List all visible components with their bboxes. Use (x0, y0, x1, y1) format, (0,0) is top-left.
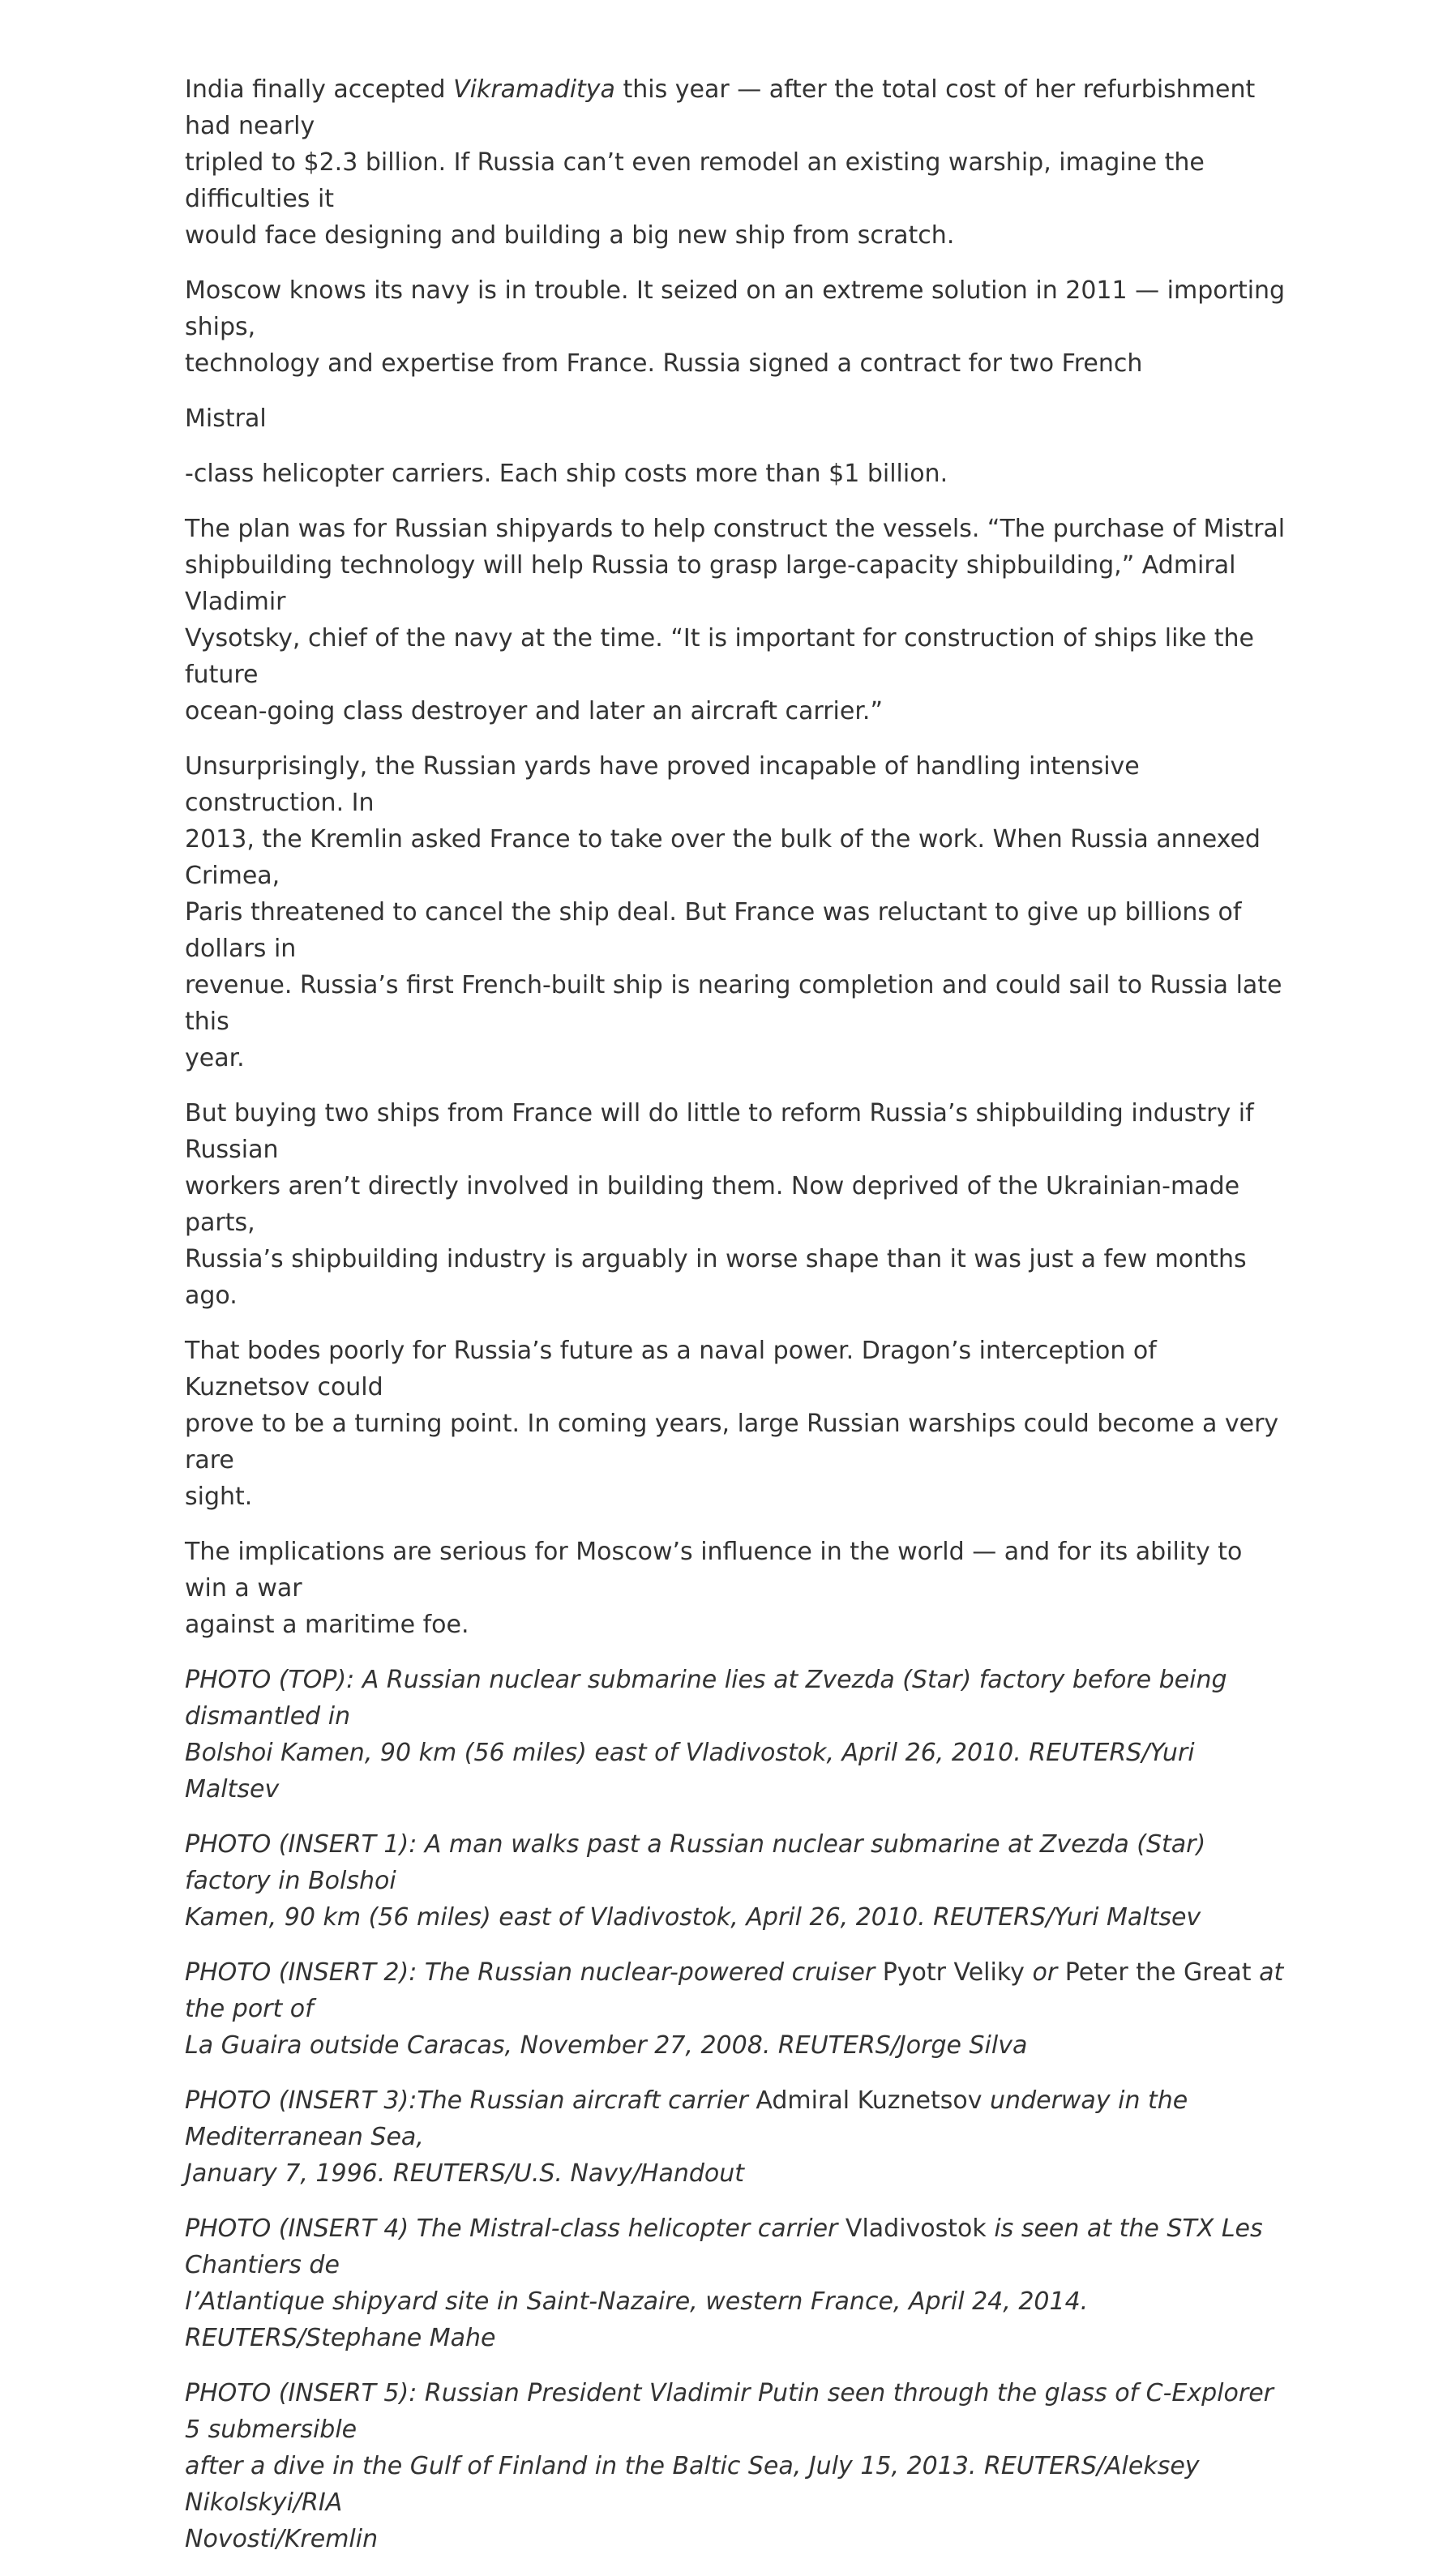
paragraph-shipyards-plan: The plan was for Russian shipyards to help construct the vessels. “The purchase of Mistral shipbuilding technology will help Russia to grasp large-capacity shipbuilding,” Admiral Vladimir Vysotsky, chief of the navy at the time. “It is important for construction of ships like the future ocean-going class destroyer and later an aircraft carrier.” (185, 515, 1286, 725)
ship-name: Pyotr Veliky (882, 1958, 1025, 1987)
ship-name: Peter the Great (1064, 1958, 1252, 1987)
paragraph-moscow-navy: Moscow knows its navy is in trouble. It seized on an extreme solution in 2011 — importing ships, technology and expertise from France. Russia signed a contract for two French (185, 276, 1286, 378)
caption-text: PHOTO (INSERT 4) The Mistral-class helicopter carrier (185, 2214, 846, 2243)
caption-text: or (1024, 1958, 1065, 1987)
paragraph-vikramaditya (185, 71, 1287, 254)
article-body (185, 71, 1287, 2576)
paragraph-naval-power: That bodes poorly for Russia’s future as a naval power. Dragon’s interception of Kuznetsov could prove to be a turning point. In coming years, large Russian warships could become a very rare sight. (185, 1337, 1279, 1511)
caption-text: is seen at the STX Les Chantiers de l’Atlantique shipyard site in Saint-Nazaire, western France, April 24, 2014. REUTERS/Stephane Mahe (185, 2214, 1263, 2352)
paragraph-russian-yards: Unsurprisingly, the Russian yards have proved incapable of handling intensive construction. In 2013, the Kremlin asked France to take over the bulk of the work. When Russia annexed Crimea, Paris threatened to cancel the ship deal. But France was reluctant to give up billions of dollars in revenue. Russia’s first French-built ship is nearing completion and could sail to Russia late this year. (185, 752, 1282, 1072)
caption-text: PHOTO (INSERT 2): The Russian nuclear-powered cruiser (185, 1958, 883, 1987)
photo-caption-insert-1: PHOTO (INSERT 1): A man walks past a Russian nuclear submarine at Zvezda (Star) factory in Bolshoi Kamen, 90 km (56 miles) east of Vladivostok, April 26, 2010. REUTERS/Yuri Maltsev (185, 1830, 1206, 1932)
ship-name: Vladivostok (845, 2214, 987, 2243)
paragraph-buying-ships: But buying two ships from France will do little to reform Russia’s shipbuilding industry if Russian workers aren’t directly involved in building them. Now deprived of the Ukrainian-made parts, Russia’s shipbuilding industry is arguably in worse shape than it was just a few months ago. (185, 1099, 1254, 1310)
caption-text: underway in the Mediterranean Sea, January 7, 1996. REUTERS/U.S. Navy/Handout (185, 2086, 1188, 2188)
photo-caption-insert-5: PHOTO (INSERT 5): Russian President Vladimir Putin seen through the glass of C-Explorer 5 submersible after a dive in the Gulf of Finland in the Baltic Sea, July 15, 2013. REUTERS/Aleksey Nikolskyi/RIA Novosti/Kremlin (185, 2379, 1274, 2553)
paragraph-mistral: Mistral (185, 404, 267, 433)
paragraph-implications: The implications are serious for Moscow’s influence in the world — and for its ability to win a war against a maritime foe. (185, 1538, 1243, 1639)
photo-caption-insert-3 (185, 2082, 1287, 2192)
paragraph-text: India finally accepted (185, 75, 454, 104)
caption-text: at the port of La Guaira outside Caracas, November 27, 2008. REUTERS/Jorge Silva (185, 1958, 1284, 2060)
photo-caption-top: PHOTO (TOP): A Russian nuclear submarine lies at Zvezda (Star) factory before being dismantled in Bolshoi Kamen, 90 km (56 miles) east of Vladivostok, April 26, 2010. REUTERS/Yuri Maltsev (185, 1666, 1227, 1804)
paragraph-text: this year — after the total cost of her refurbishment had nearly tripled to $2.3 billion. If Russia can’t even remodel an existing warship, imagine the difficulties it would face designing and building a big new ship from scratch. (185, 75, 1256, 250)
ship-name: Vikramaditya (453, 75, 615, 104)
photo-caption-insert-4 (185, 2210, 1287, 2356)
ship-name: Admiral Kuznetsov (756, 2086, 983, 2115)
caption-text: PHOTO (INSERT 3):The Russian aircraft carrier (185, 2086, 756, 2115)
paragraph-helicopter-carriers: -class helicopter carriers. Each ship costs more than $1 billion. (185, 460, 948, 488)
